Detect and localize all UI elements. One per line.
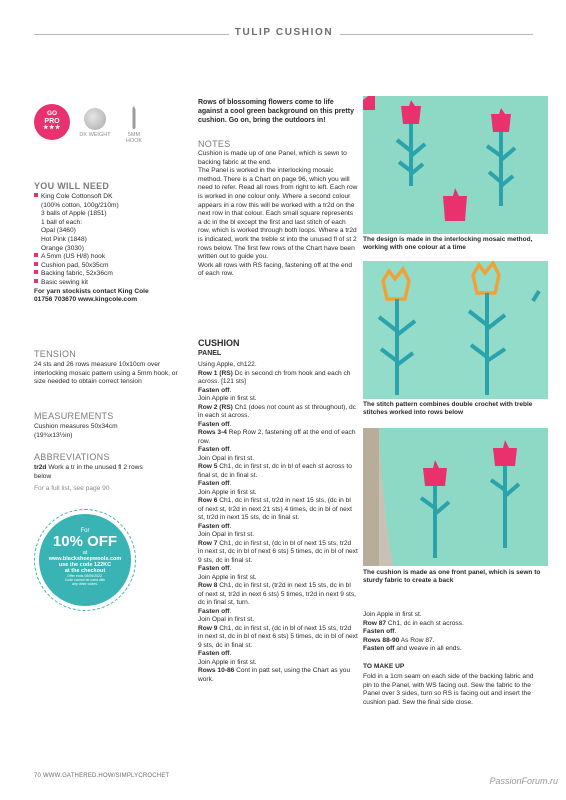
yarn-weight-label: DK WEIGHT [79,132,111,138]
pattern-step: Fasten off. [363,628,397,635]
pattern-step: Rows 88-90 As Row 87. [363,636,435,644]
measurements-heading: MEASUREMENTS [34,411,114,421]
list-item: 1 ball of each: [41,218,83,226]
finishing-steps [363,611,543,654]
pattern-step: Row 6 Ch1, dc in first st, tr2d in next 15 sts, (dc in bl of next st, tr2d in next 21 sts) 4 times, dc in bl of next st, tr2d in next 15 sts, dc in final st. [198,497,352,521]
full-list-reference: For a full list, see page 90 [34,485,110,492]
pattern-step: Join Opal in first st. [198,454,255,462]
pattern-step: Join Apple in first st. [363,611,422,618]
photo-tulip-closeup [363,96,548,234]
pattern-step: Fasten off. [198,420,232,428]
list-item: Basic sewing kit [34,279,194,288]
stockists-info: For yarn stockists contact King Cole 01756 703670 www.kingcole.com [34,287,149,304]
pattern-steps [198,361,358,684]
list-item: King Cole Cottonsoft DK [34,193,194,202]
panel-heading: PANEL [198,350,222,357]
photo-caption: The cushion is made as one front panel, which is sewn to sturdy fabric to create a back [363,569,541,585]
list-item: Opal (3460) [41,227,76,235]
pattern-step: Rows 3-4 Rep Row 2, fastening off at the end of each row. [198,429,356,445]
you-will-need-heading: YOU WILL NEED [34,181,110,191]
pattern-step: Row 9 Ch1, dc in first st, (dc in bl of next 15 sts, tr2d in next st, dc in bl of next 6 sts) 5 times, dc in bl of next 9 sts, dc in final st. [198,624,358,649]
finishing-section [363,611,543,707]
materials-list [34,193,194,305]
header-rule-left [34,34,229,35]
page-footer: 70 WWW.GATHERED.HOW/SIMPLYCROCHET [34,773,170,779]
pattern-step: Fasten off. [198,480,232,487]
pattern-step: Row 7 Ch1, dc in first st, (dc in bl of next 15 sts, tr2d in next st, dc in bl of next 6 sts) 5 times, dc in bl of next 9 sts, dc in final st. [198,539,358,564]
list-item: 3 balls of Apple (1851) [41,210,107,218]
list-item: Backing fabric, 52x36cm [34,270,194,279]
cushion-heading: CUSHION [198,338,240,348]
pattern-step: Fasten off and weave in all ends. [363,645,462,652]
pattern-step: Row 1 (RS) Dc in second ch from hook and each ch across. [121 sts] [198,369,351,385]
list-item: Cushion pad, 50x35cm [34,262,194,271]
notes-heading: NOTES [198,139,231,149]
pattern-step: Fasten off. [198,607,232,615]
pattern-step: Join Opal in first st. [198,531,255,538]
pattern-step: Row 5 Ch1, dc in first st, dc in bl of each st across to final st, dc in final st. [198,463,352,479]
pattern-step: Join Opal in first st. [198,616,255,623]
pattern-step: Using Apple, ch122. [198,361,257,368]
abbreviation-entry: tr2d Work a tr in the unused fl 2 rows below [34,464,143,480]
pattern-step: Row 8 Ch1, dc in first st, (tr2d in next 15 sts, dc in bl of next st, tr2d in next 6 sts) 5 times, tr2d in next 9 sts, dc in final st, turn. [198,582,356,606]
pattern-step: Fasten off. [198,386,232,394]
watermark: PassionForum.ru [489,776,558,786]
tension-heading: TENSION [34,349,77,359]
pattern-step: Row 87 Ch1, dc in each st across. [363,619,464,627]
pattern-step: Fasten off. [198,522,232,530]
pattern-step: Fasten off. [198,650,232,657]
page-title: TULIP CUSHION [234,27,334,38]
list-item: Orange (3030) [41,244,84,252]
pattern-step: Join Apple in first st. [198,573,257,581]
pattern-step: Join Apple in first st. [198,488,257,496]
make-up-text: Fold in a 1cm seam on each side of the backing fabric and pin to the Panel, with WS facing out. Sew the fabric to the Panel over 3 sides, turn so RS is facing out and insert the cushion pad. Sew the final side close. [363,673,534,706]
photo-cushion [363,428,548,566]
pattern-step: Fasten off. [198,446,232,453]
list-item: Hot Pink (1848) [41,235,87,243]
pattern-step: Join Apple in first st. [198,658,257,666]
measurements-text: Cushion measures 50x34cm (19¾x13½in) [34,423,118,439]
discount-offer: For 10% OFF at www.blacksheepwools.com use the code 122KC at the checkout Offer ends 08/06/2022. Code cannot be used with any other codes. [39,514,131,606]
pattern-step: Fasten off. [198,565,232,572]
pattern-step: Row 2 (RS) Ch1 (does not count as st throughout), dc in each st across. [198,403,356,419]
list-item: A 5mm (US H/8) hook [34,253,194,262]
tension-text: 24 sts and 26 rows measure 10x10cm over interlocking mosaic pattern using a 5mm hook, or size needed to obtain correct tension [34,361,178,386]
photo-stitch-pattern [363,261,548,399]
pattern-step: Join Apple in first st. [198,395,257,402]
crochet-hook-icon [131,106,137,130]
list-item: (100% cotton, 100g/210m) [41,201,119,209]
pattern-step: Rows 10-86 Cont in patt set, using the Chart as you work. [198,667,351,683]
photo-caption: The stitch pattern combines double crochet with treble stitches worked into rows below [363,401,533,417]
photo-caption: The design is made in the interlocking mosaic method, working with one colour at a time [363,236,533,252]
abbreviations-heading: ABBREVIATIONS [34,452,110,462]
yarn-ball-icon [84,108,106,130]
go-pro-badge: GO PRO ★★★ [34,104,70,140]
skill-badges [34,104,194,148]
intro-text: Rows of blossoming flowers come to life against a cool green background on this pretty cushion. Go on, bring the outdoors in! [198,99,354,124]
make-up-heading: TO MAKE UP [363,662,405,670]
hook-size-label: 5MM HOOK [125,132,143,145]
notes-body: Cushion is made up of one Panel, which is sewn to backing fabric at the end. The Panel is worked in the interlocking mosaic method. There is a Chart on page 96, which you will need to refer. Read all rows from right to left. Each row is worked in one colour only. Where a second colour appears in a row this will be worked with a tr2d on the next row in that colour. Each small square represents a dc in the bl except the first and last stitch of each row, which is worked through both loops. Where a tr2d is indicated, work the treble st into the unused fl of st 2 rows below. The first few rows of the Chart have been written out to guide you. Work all rows with RS facing, fastening off at the end of each row. [198,150,358,278]
header-rule-right [340,34,533,35]
